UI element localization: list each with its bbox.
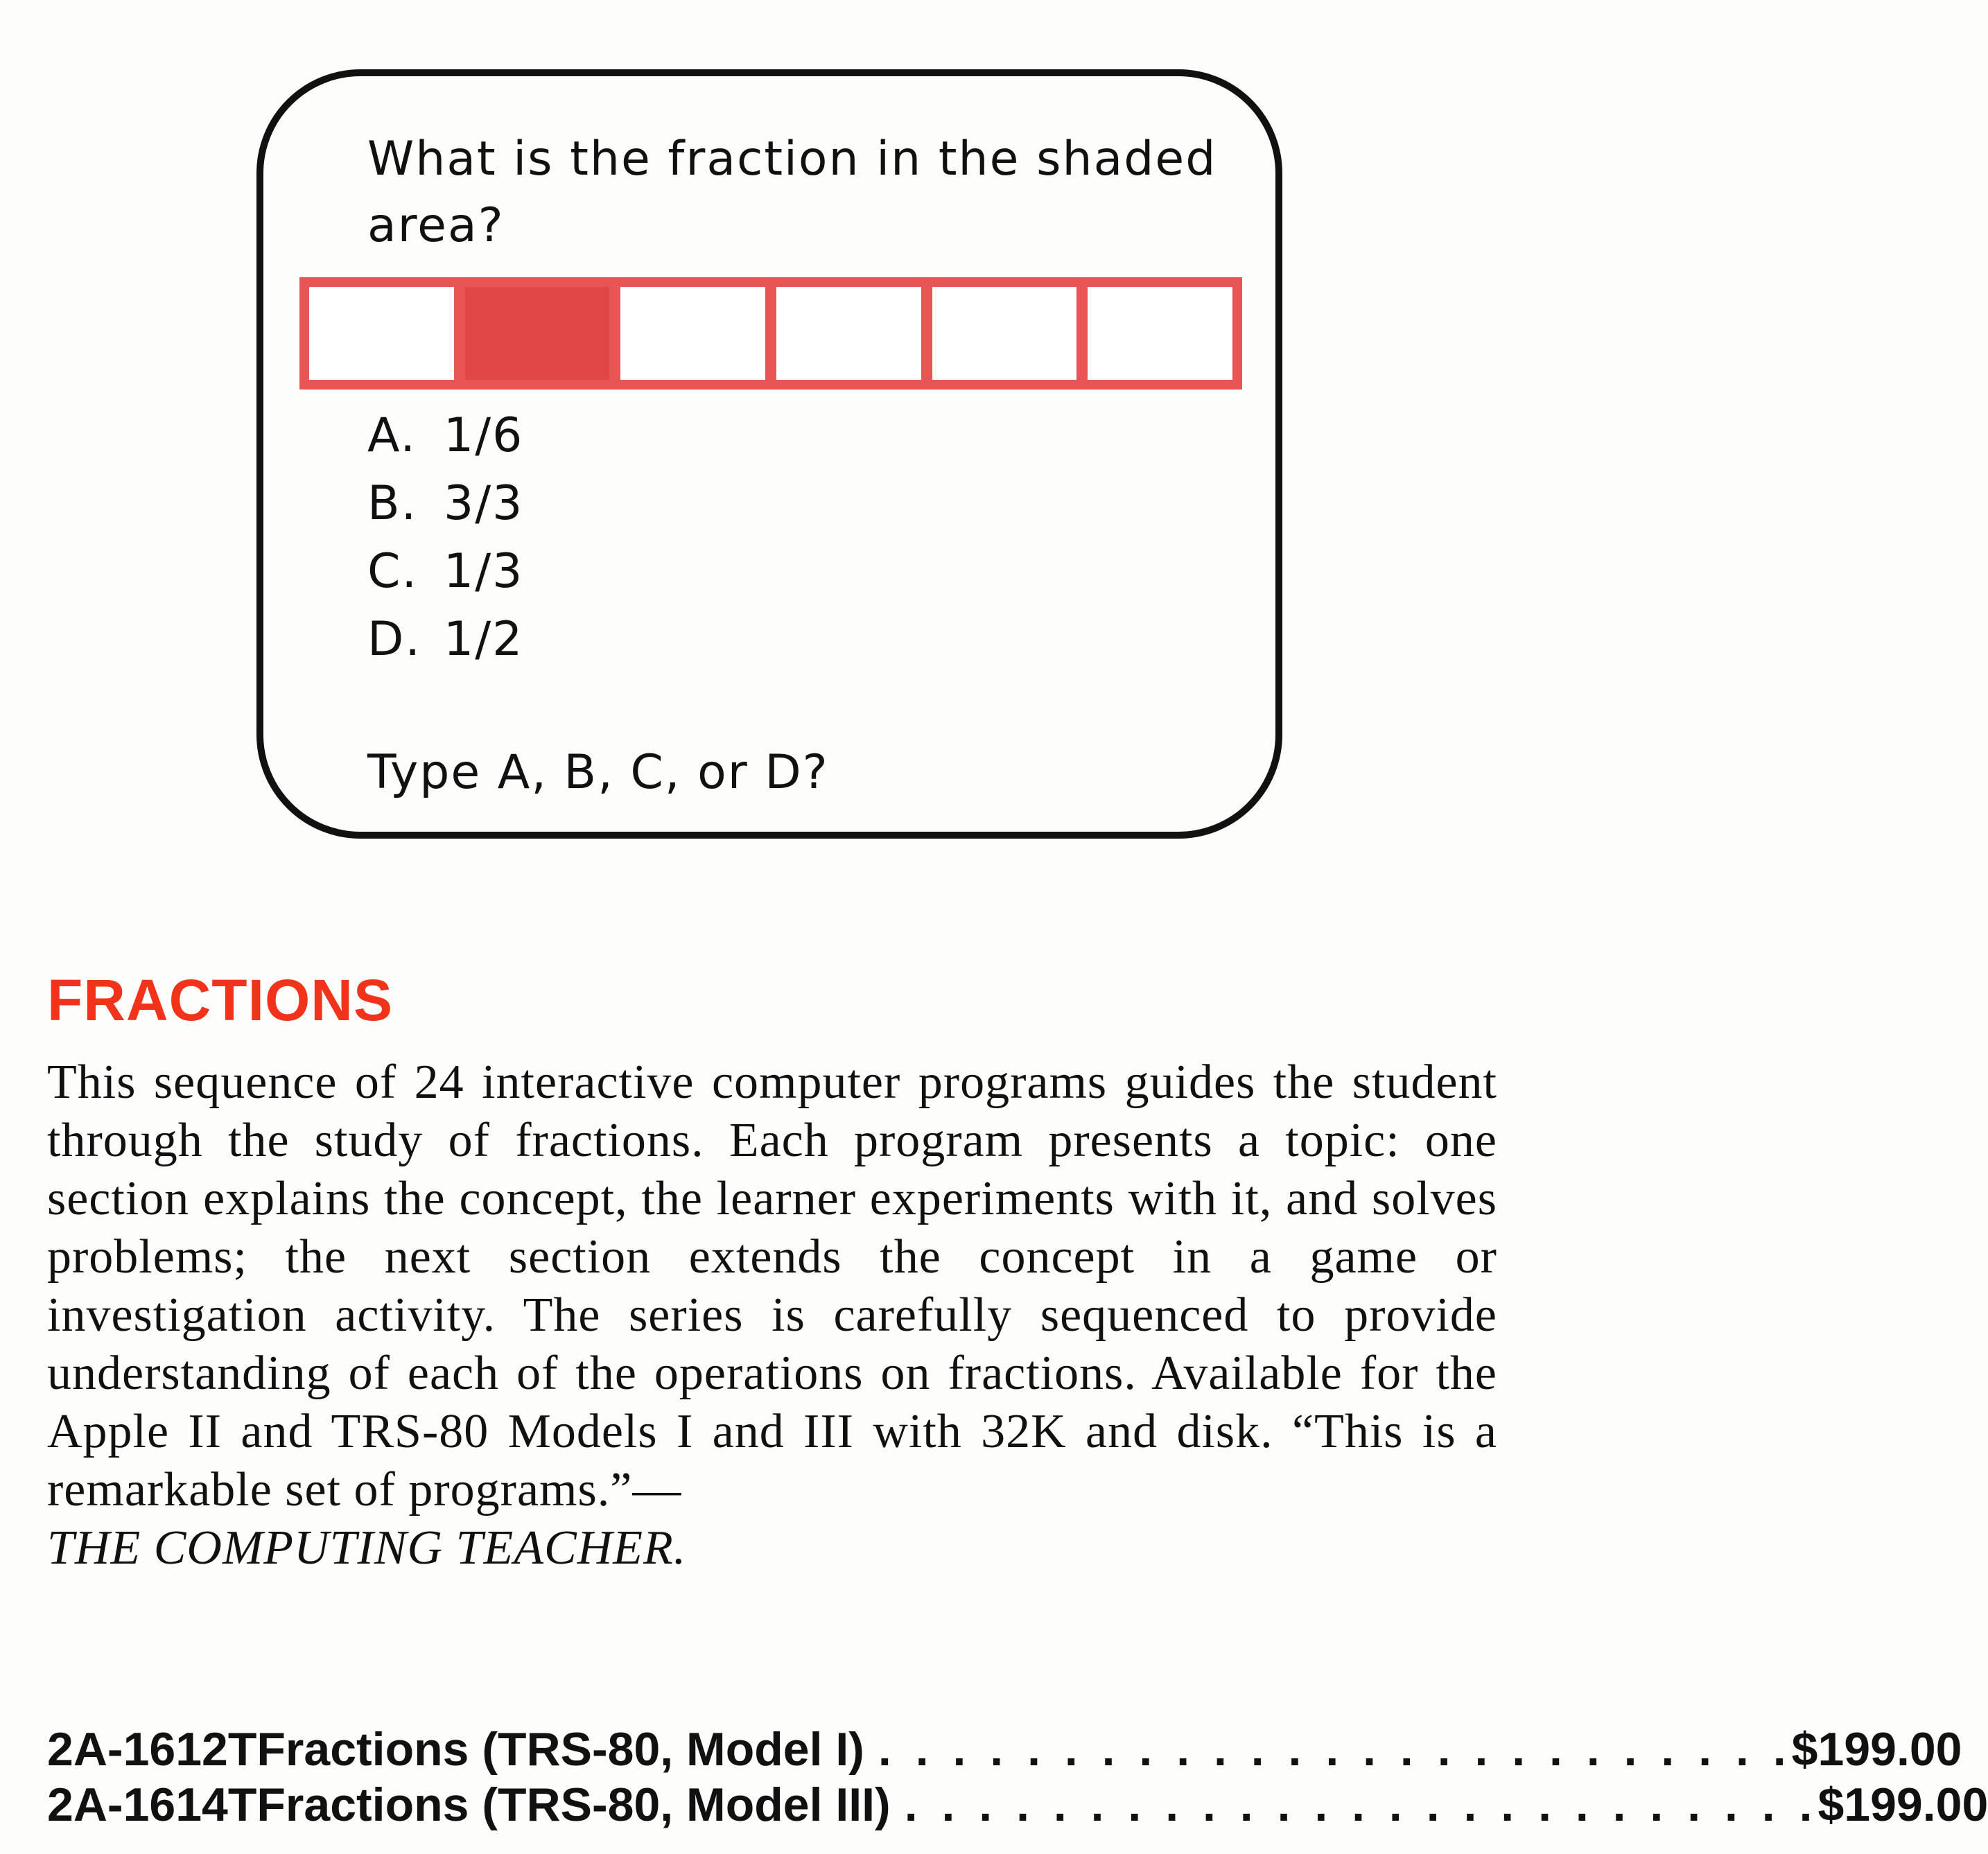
question-text: What is the fraction in the shaded area? [367, 132, 1217, 253]
computer-screen-frame [256, 69, 1282, 839]
option-letter: D. [367, 612, 421, 667]
option-letter: C. [367, 544, 419, 599]
answer-option-b [367, 470, 523, 538]
option-value: 1/3 [444, 544, 524, 599]
description-text: This sequence of 24 interactive computer programs guides the student through the study of fractions. Each program presents a topic: one section explains the concept, the learner experiments with it, and solves problems; the next section extends the concept in a game or investigation activity. The series is carefully sequenced to provide understanding of each of the operations on fractions. Available for the Apple II and TRS-80 Models I and III with 32K and disk. “This is a remarkable set of programs.”— [47, 1056, 1497, 1516]
option-value: 3/3 [444, 476, 524, 531]
product-code: 2A-1612T [47, 1723, 257, 1776]
answer-option-c [367, 538, 523, 606]
price-line [47, 1778, 1988, 1832]
leader-dots: . . . . . . . . . . . . . . . . . . . . . . . . . [878, 1723, 1792, 1776]
product-code: 2A-1614T [47, 1778, 257, 1831]
fraction-bar-cell [309, 287, 454, 380]
fraction-bar-cell [932, 287, 1077, 380]
answer-option-d [367, 606, 523, 674]
product-name: Fractions (TRS-80, Model III) [256, 1778, 891, 1831]
product-title: FRACTIONS [47, 968, 393, 1033]
option-letter: B. [367, 476, 418, 531]
fraction-bar-cell [1088, 287, 1232, 380]
answer-prompt: Type A, B, C, or D? [367, 745, 829, 800]
price-line [47, 1722, 1962, 1776]
fraction-bar [299, 277, 1242, 390]
quote-source: THE COMPUTING TEACHER. [47, 1521, 687, 1575]
answer-options [367, 402, 523, 674]
option-letter: A. [367, 408, 417, 463]
product-description [47, 1053, 1497, 1577]
product-price: $199.00 [1791, 1723, 1962, 1776]
option-value: 1/6 [444, 408, 524, 463]
option-value: 1/2 [444, 612, 524, 667]
fraction-bar-cell-shaded [465, 287, 610, 380]
fraction-bar-cell [776, 287, 921, 380]
answer-option-a [367, 402, 523, 470]
product-price: $199.00 [1817, 1778, 1988, 1831]
fraction-bar-cell [620, 287, 765, 380]
leader-dots: . . . . . . . . . . . . . . . . . . . . . . . . . [904, 1778, 1818, 1831]
product-name: Fractions (TRS-80, Model I) [256, 1723, 864, 1776]
